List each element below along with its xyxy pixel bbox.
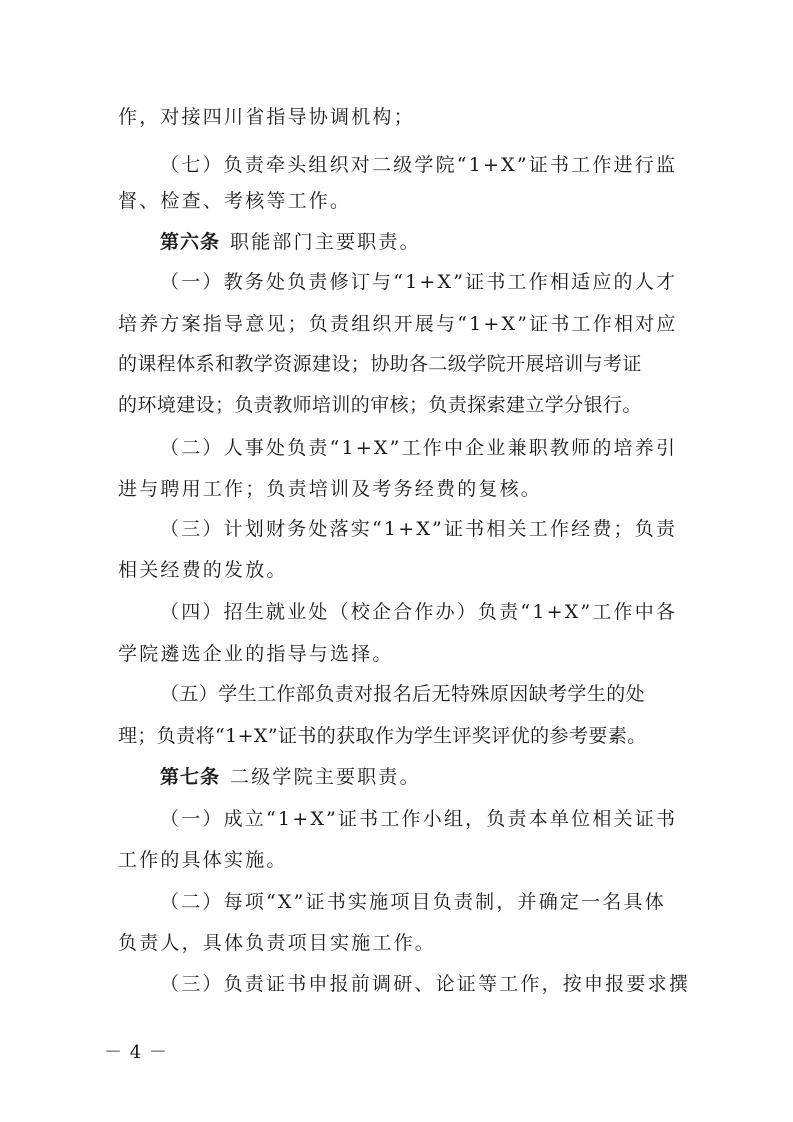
article-heading-line bbox=[160, 228, 680, 256]
text-line: 进与聘用工作；负责培训及考务经费的复核。 bbox=[118, 478, 543, 500]
text-line: 作，对接四川省指导协调机构； bbox=[118, 106, 415, 128]
text-line: 的环境建设；负责教师培训的审核；负责探索建立学分银行。 bbox=[118, 394, 642, 416]
text-line: （一）成立“1+X”证书工作小组，负责本单位相关证书 bbox=[160, 808, 678, 830]
text-line: （三）负责证书申报前调研、论证等工作，按申报要求撰 bbox=[160, 973, 691, 995]
text-line: 负责人，具体负责项目实施工作。 bbox=[118, 932, 437, 954]
text-line: 学院遴选企业的指导与选择。 bbox=[118, 643, 394, 665]
article-7-heading: 第七条 bbox=[160, 766, 221, 788]
text-line: 督、检查、考核等工作。 bbox=[118, 190, 352, 212]
article-6-heading: 第六条 bbox=[160, 231, 221, 253]
text-line: 培养方案指导意见；负责组织开展与“1+X”证书工作相对应 bbox=[118, 313, 678, 335]
text-line: （二）人事处负责“1+X”工作中企业兼职教师的培养引 bbox=[160, 437, 678, 459]
text-line: （二）每项“X”证书实施项目负责制，并确定一名具体 bbox=[160, 891, 666, 913]
text-line: （七）负责牵头组织对二级学院“1+X”证书工作进行监 bbox=[160, 154, 678, 176]
article-6-text: 职能部门主要职责。 bbox=[230, 231, 421, 253]
text-line: 的课程体系和教学资源建设；协助各二级学院开展培训与考证 bbox=[118, 353, 642, 375]
article-heading-line bbox=[160, 763, 680, 791]
text-line: 工作的具体实施。 bbox=[118, 849, 288, 871]
text-line: （三）计划财务处落实“1+X”证书相关工作经费；负责 bbox=[160, 518, 678, 540]
text-line: （五）学生工作部负责对报名后无特殊原因缺考学生的处 bbox=[160, 683, 646, 705]
text-line: （四）招生就业处（校企合作办）负责“1+X”工作中各 bbox=[160, 601, 678, 623]
text-line: 相关经费的发放。 bbox=[118, 559, 288, 581]
text-line: 理；负责将“1+X”证书的获取作为学生评奖评优的参考要素。 bbox=[118, 725, 647, 747]
article-7-text: 二级学院主要职责。 bbox=[230, 766, 421, 788]
page-number: － 4 － bbox=[104, 1042, 168, 1063]
text-line: （一）教务处负责修订与“1+X”证书工作相适应的人才 bbox=[160, 271, 678, 293]
